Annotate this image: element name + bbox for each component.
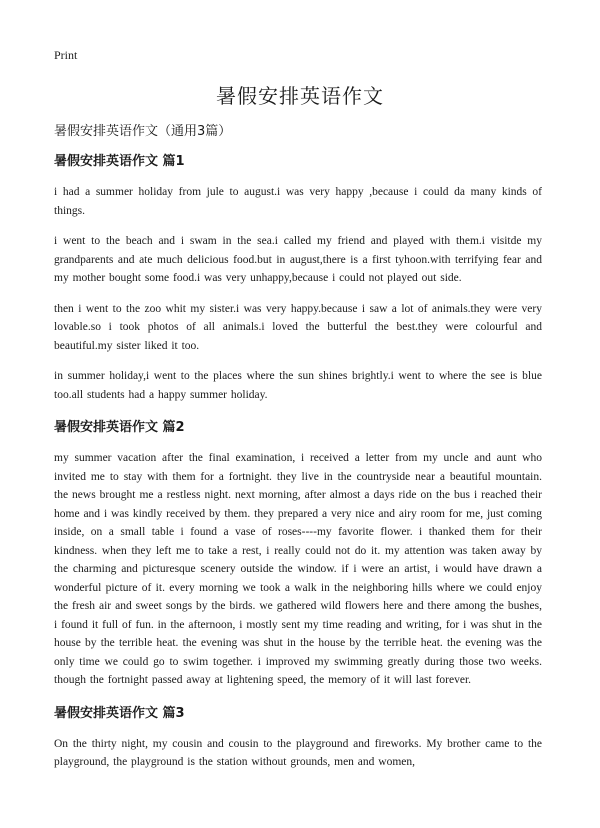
paragraph: in summer holiday,i went to the places where the sun shines brightly.i went to where the see is blue too.all students had a happy summer holiday. [54,370,542,401]
paragraph: my summer vacation after the final examination, i received a letter from my uncle and aunt who invited me to stay with them for a fortnight. they live in the countryside near a beautiful mountain. the news brought me a restless night. next morning, after almost a days ride on the bus i reached their home and i was kindly received by them. they prepared a very nice and airy room for me, just coming inside, on a small table i found a vase of roses----my favorite flower. i thanked them for their kindness. when they left me to take a rest, i really could not do it. my attention was taken away by the charming and picturesque scenery outside the window. if i were an artist, i would have drawn a wonderful picture of it. every morning we took a walk in the neighboring hills where we could enjoy the fresh air and sweet songs by the birds. we gathered wild flowers here and there among the bushes, i found it full of fun. in the afternoon, i mostly sent my time reading and writing, for i was shut in the house by the terrible heat. the evening was shut in the house by the terrible heat. the evening was the only time we could go to swim together. i improved my swimming greatly during those two weeks. though the fortnight passed away at lightening speed, the memory of it will last forever. [54,452,542,686]
section-1 [54,150,542,404]
section-heading: 暑假安排英语作文 篇1 [54,154,185,169]
page-subtitle: 暑假安排英语作文（通用3篇） [54,124,232,139]
paragraph: On the thirty night, my cousin and cousin to the playground and fireworks. My brother came to the playground, the playground is the station without grounds, men and women, [54,737,542,768]
section-2 [54,416,542,690]
print-link[interactable]: Print [54,48,78,62]
section-heading: 暑假安排英语作文 篇3 [54,705,185,721]
section-heading: 暑假安排英语作文 篇2 [54,420,185,435]
section-3 [54,702,542,772]
page-title: 暑假安排英语作文 [216,84,384,108]
article-body [54,150,542,784]
paragraph: then i went to the zoo whit my sister.i was very happy.because i saw a lot of animals.they were very lovable.so i took photos of all animals.i loved the butterful the best.they were colourful and beautiful.my sister liked it too. [54,302,542,352]
paragraph: i had a summer holiday from jule to august.i was very happy ,because i could da many kinds of things. [54,186,542,217]
paragraph: i went to the beach and i swam in the sea.i called my friend and played with them.i visitde my grandparents and ate much delicious food.but in august,there is a first tyhoon.with terrifying fear and my mother bought some food.i was very unhappy,because i could not played out side. [54,235,542,284]
